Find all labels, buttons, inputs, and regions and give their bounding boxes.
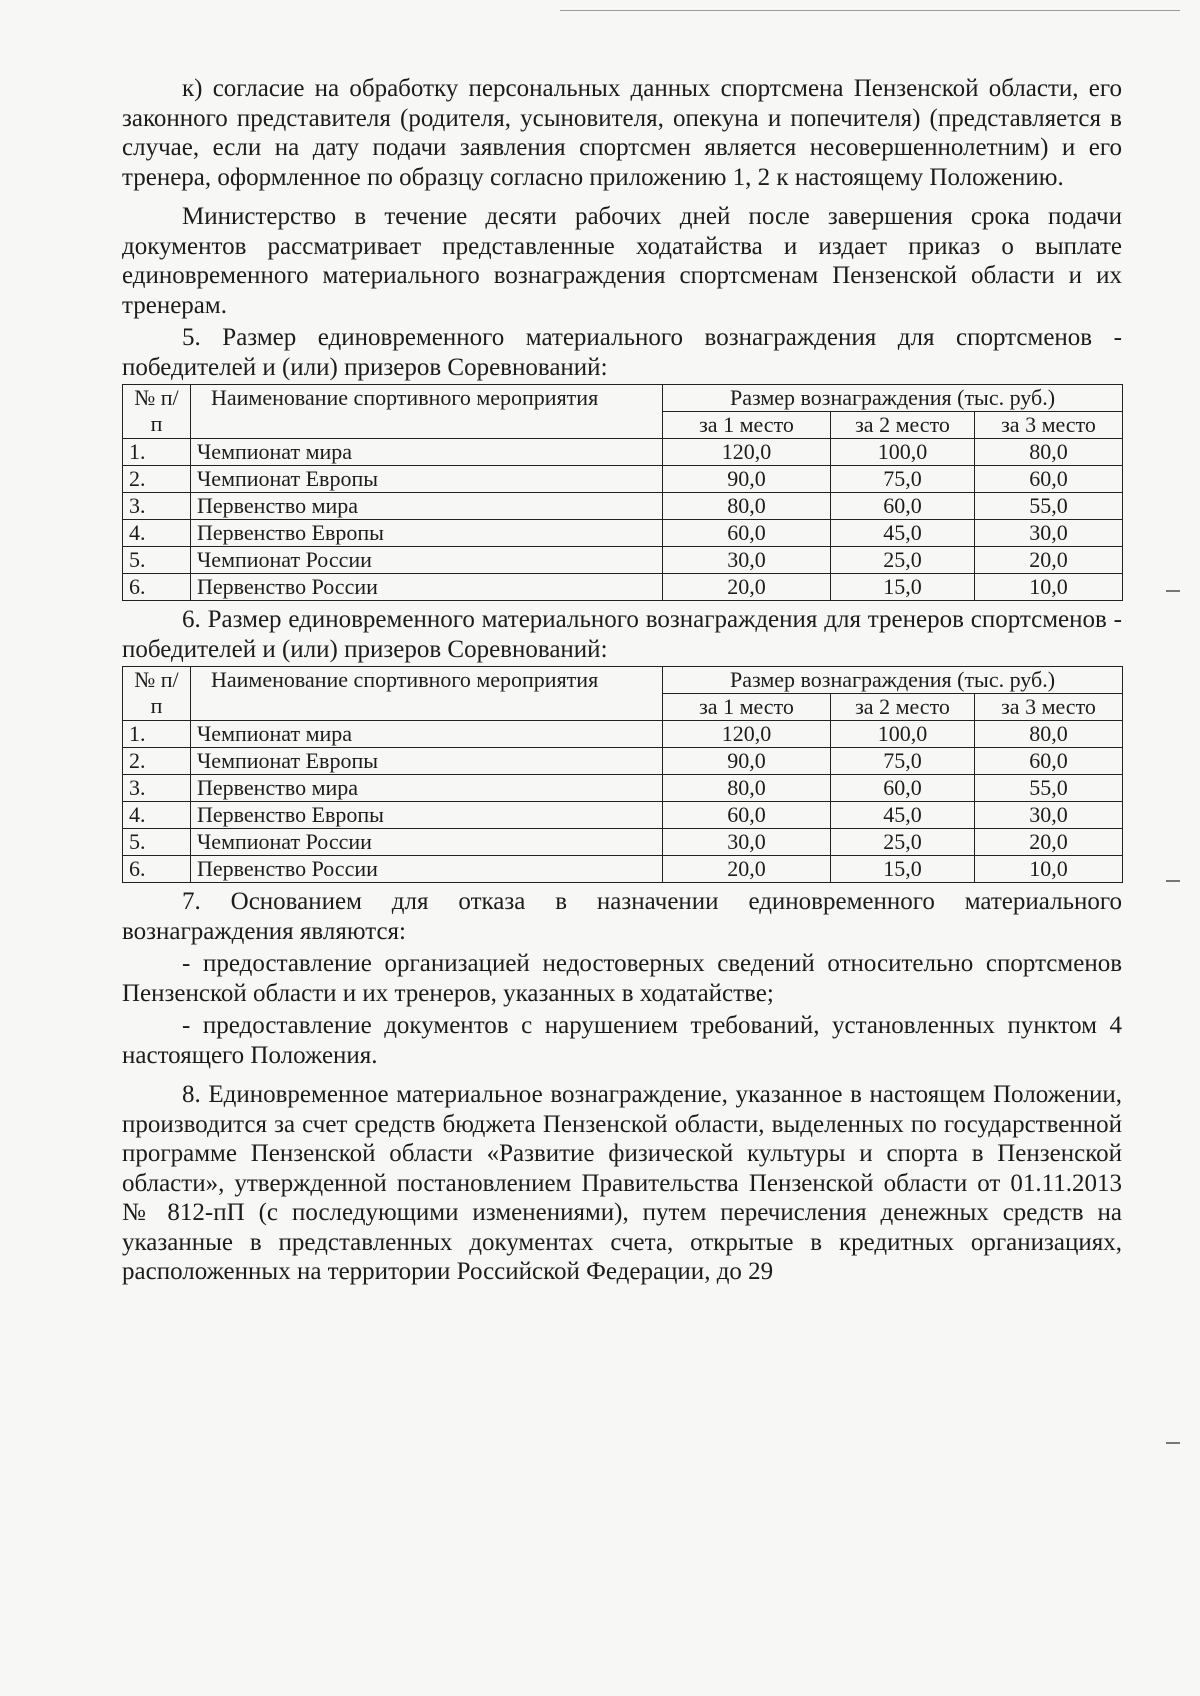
award-place-2: 25,0 bbox=[831, 547, 975, 574]
award-place-2: 100,0 bbox=[831, 721, 975, 748]
scan-mark bbox=[1166, 590, 1180, 592]
row-number: 4. bbox=[123, 802, 191, 829]
event-name: Чемпионат Европы bbox=[191, 466, 663, 493]
coaches-table-body bbox=[123, 721, 1123, 883]
section-7-heading: 7. Основанием для отказа в назначении единовременного материального вознаграждения являются: bbox=[122, 888, 1122, 945]
header-event: Наименование спортивного мероприятия bbox=[191, 385, 663, 439]
table-row bbox=[123, 520, 1123, 547]
award-place-3: 80,0 bbox=[975, 721, 1123, 748]
award-place-1: 60,0 bbox=[663, 802, 831, 829]
event-name: Первенство России bbox=[191, 574, 663, 601]
row-number: 1. bbox=[123, 439, 191, 466]
award-place-2: 45,0 bbox=[831, 802, 975, 829]
event-name: Первенство России bbox=[191, 856, 663, 883]
award-place-3: 30,0 bbox=[975, 802, 1123, 829]
award-place-2: 15,0 bbox=[831, 856, 975, 883]
table-row bbox=[123, 856, 1123, 883]
coaches-award-table bbox=[122, 666, 1123, 883]
document-body bbox=[122, 74, 1122, 1287]
consent-paragraph: к) согласие на обработку персональных данных спортсмена Пензенской области, его законного представителя (родителя, усыновителя, опекуна и попечителя) (представляется в случае, если на дату подачи заявления спортсмен является несовершеннолетним) и его тренера, оформленное по образцу согласно приложению 1, 2 к настоящему Положению. bbox=[122, 75, 1122, 191]
header-event: Наименование спортивного мероприятия bbox=[191, 667, 663, 721]
award-place-3: 55,0 bbox=[975, 775, 1123, 802]
row-number: 3. bbox=[123, 493, 191, 520]
section-6-heading: 6. Размер единовременного материального вознаграждения для тренеров спортсменов - победителей и (или) призеров Соревнований: bbox=[122, 606, 1122, 663]
header-place-2: за 2 место bbox=[831, 412, 975, 439]
table-row bbox=[123, 748, 1123, 775]
award-place-1: 80,0 bbox=[663, 493, 831, 520]
event-name: Чемпионат России bbox=[191, 829, 663, 856]
athletes-table-body bbox=[123, 439, 1123, 601]
row-number: 5. bbox=[123, 829, 191, 856]
award-place-3: 10,0 bbox=[975, 574, 1123, 601]
row-number: 6. bbox=[123, 856, 191, 883]
header-place-3: за 3 место bbox=[975, 694, 1123, 721]
table-row bbox=[123, 466, 1123, 493]
row-number: 6. bbox=[123, 574, 191, 601]
scan-edge-line bbox=[560, 10, 1180, 11]
award-place-2: 75,0 bbox=[831, 748, 975, 775]
header-award-size: Размер вознаграждения (тыс. руб.) bbox=[663, 667, 1123, 694]
row-number: 4. bbox=[123, 520, 191, 547]
row-number: 2. bbox=[123, 748, 191, 775]
header-award-size: Размер вознаграждения (тыс. руб.) bbox=[663, 385, 1123, 412]
table-row bbox=[123, 493, 1123, 520]
award-place-2: 60,0 bbox=[831, 493, 975, 520]
award-place-3: 55,0 bbox=[975, 493, 1123, 520]
award-place-2: 25,0 bbox=[831, 829, 975, 856]
award-place-1: 30,0 bbox=[663, 829, 831, 856]
athletes-award-table bbox=[122, 384, 1123, 601]
row-number: 5. bbox=[123, 547, 191, 574]
event-name: Первенство Европы bbox=[191, 802, 663, 829]
event-name: Первенство мира bbox=[191, 775, 663, 802]
award-place-3: 80,0 bbox=[975, 439, 1123, 466]
award-place-1: 20,0 bbox=[663, 574, 831, 601]
award-place-1: 30,0 bbox=[663, 547, 831, 574]
table-row bbox=[123, 439, 1123, 466]
event-name: Чемпионат мира bbox=[191, 721, 663, 748]
award-place-2: 75,0 bbox=[831, 466, 975, 493]
row-number: 1. bbox=[123, 721, 191, 748]
header-num: № п/п bbox=[123, 385, 191, 439]
header-place-1: за 1 место bbox=[663, 412, 831, 439]
award-place-3: 10,0 bbox=[975, 856, 1123, 883]
award-place-3: 20,0 bbox=[975, 829, 1123, 856]
event-name: Чемпионат мира bbox=[191, 439, 663, 466]
award-place-2: 45,0 bbox=[831, 520, 975, 547]
section-8-paragraph: 8. Единовременное материальное вознаграждение, указанное в настоящем Положении, производится за счет средств бюджета Пензенской области, выделенных по государственной программе Пензенской области «Развитие физической культуры и спорта в Пензенской области», утвержденной постановлением Правительства Пензенской области от 01.11.2013 № 812-пП (с последующими изменениями), путем перечисления денежных средств на указанные в представленных документах счета, открытые в кредитных организациях, расположенных на территории Российской Федерации, до 29 bbox=[122, 1081, 1122, 1285]
award-place-3: 30,0 bbox=[975, 520, 1123, 547]
table-row bbox=[123, 547, 1123, 574]
award-place-3: 20,0 bbox=[975, 547, 1123, 574]
table-row bbox=[123, 775, 1123, 802]
award-place-3: 60,0 bbox=[975, 466, 1123, 493]
award-place-2: 15,0 bbox=[831, 574, 975, 601]
award-place-1: 80,0 bbox=[663, 775, 831, 802]
event-name: Чемпионат Европы bbox=[191, 748, 663, 775]
row-number: 2. bbox=[123, 466, 191, 493]
table-row bbox=[123, 829, 1123, 856]
award-place-2: 100,0 bbox=[831, 439, 975, 466]
section-5-heading: 5. Размер единовременного материального вознаграждения для спортсменов - победителей и (или) призеров Соревнований: bbox=[122, 324, 1122, 381]
event-name: Чемпионат России bbox=[191, 547, 663, 574]
header-place-3: за 3 место bbox=[975, 412, 1123, 439]
header-num: № п/п bbox=[123, 667, 191, 721]
ministry-paragraph: Министерство в течение десяти рабочих дней после завершения срока подачи документов рассматривает представленные ходатайства и издает приказ о выплате единовременного материального вознаграждения спортсменам Пензенской области и их тренерам. bbox=[122, 203, 1122, 319]
award-place-1: 20,0 bbox=[663, 856, 831, 883]
award-place-3: 60,0 bbox=[975, 748, 1123, 775]
header-place-2: за 2 место bbox=[831, 694, 975, 721]
refusal-reason-2: - предоставление документов с нарушением требований, установленных пунктом 4 настоящего Положения. bbox=[122, 1012, 1122, 1069]
award-place-2: 60,0 bbox=[831, 775, 975, 802]
table-row bbox=[123, 721, 1123, 748]
refusal-reason-1: - предоставление организацией недостоверных сведений относительно спортсменов Пензенской области и их тренеров, указанных в ходатайстве; bbox=[122, 950, 1122, 1007]
table-row bbox=[123, 574, 1123, 601]
row-number: 3. bbox=[123, 775, 191, 802]
table-row bbox=[123, 802, 1123, 829]
award-place-1: 90,0 bbox=[663, 466, 831, 493]
scan-mark bbox=[1166, 1442, 1180, 1444]
award-place-1: 120,0 bbox=[663, 721, 831, 748]
award-place-1: 90,0 bbox=[663, 748, 831, 775]
header-place-1: за 1 место bbox=[663, 694, 831, 721]
award-place-1: 120,0 bbox=[663, 439, 831, 466]
event-name: Первенство Европы bbox=[191, 520, 663, 547]
scan-mark bbox=[1166, 880, 1180, 882]
event-name: Первенство мира bbox=[191, 493, 663, 520]
award-place-1: 60,0 bbox=[663, 520, 831, 547]
